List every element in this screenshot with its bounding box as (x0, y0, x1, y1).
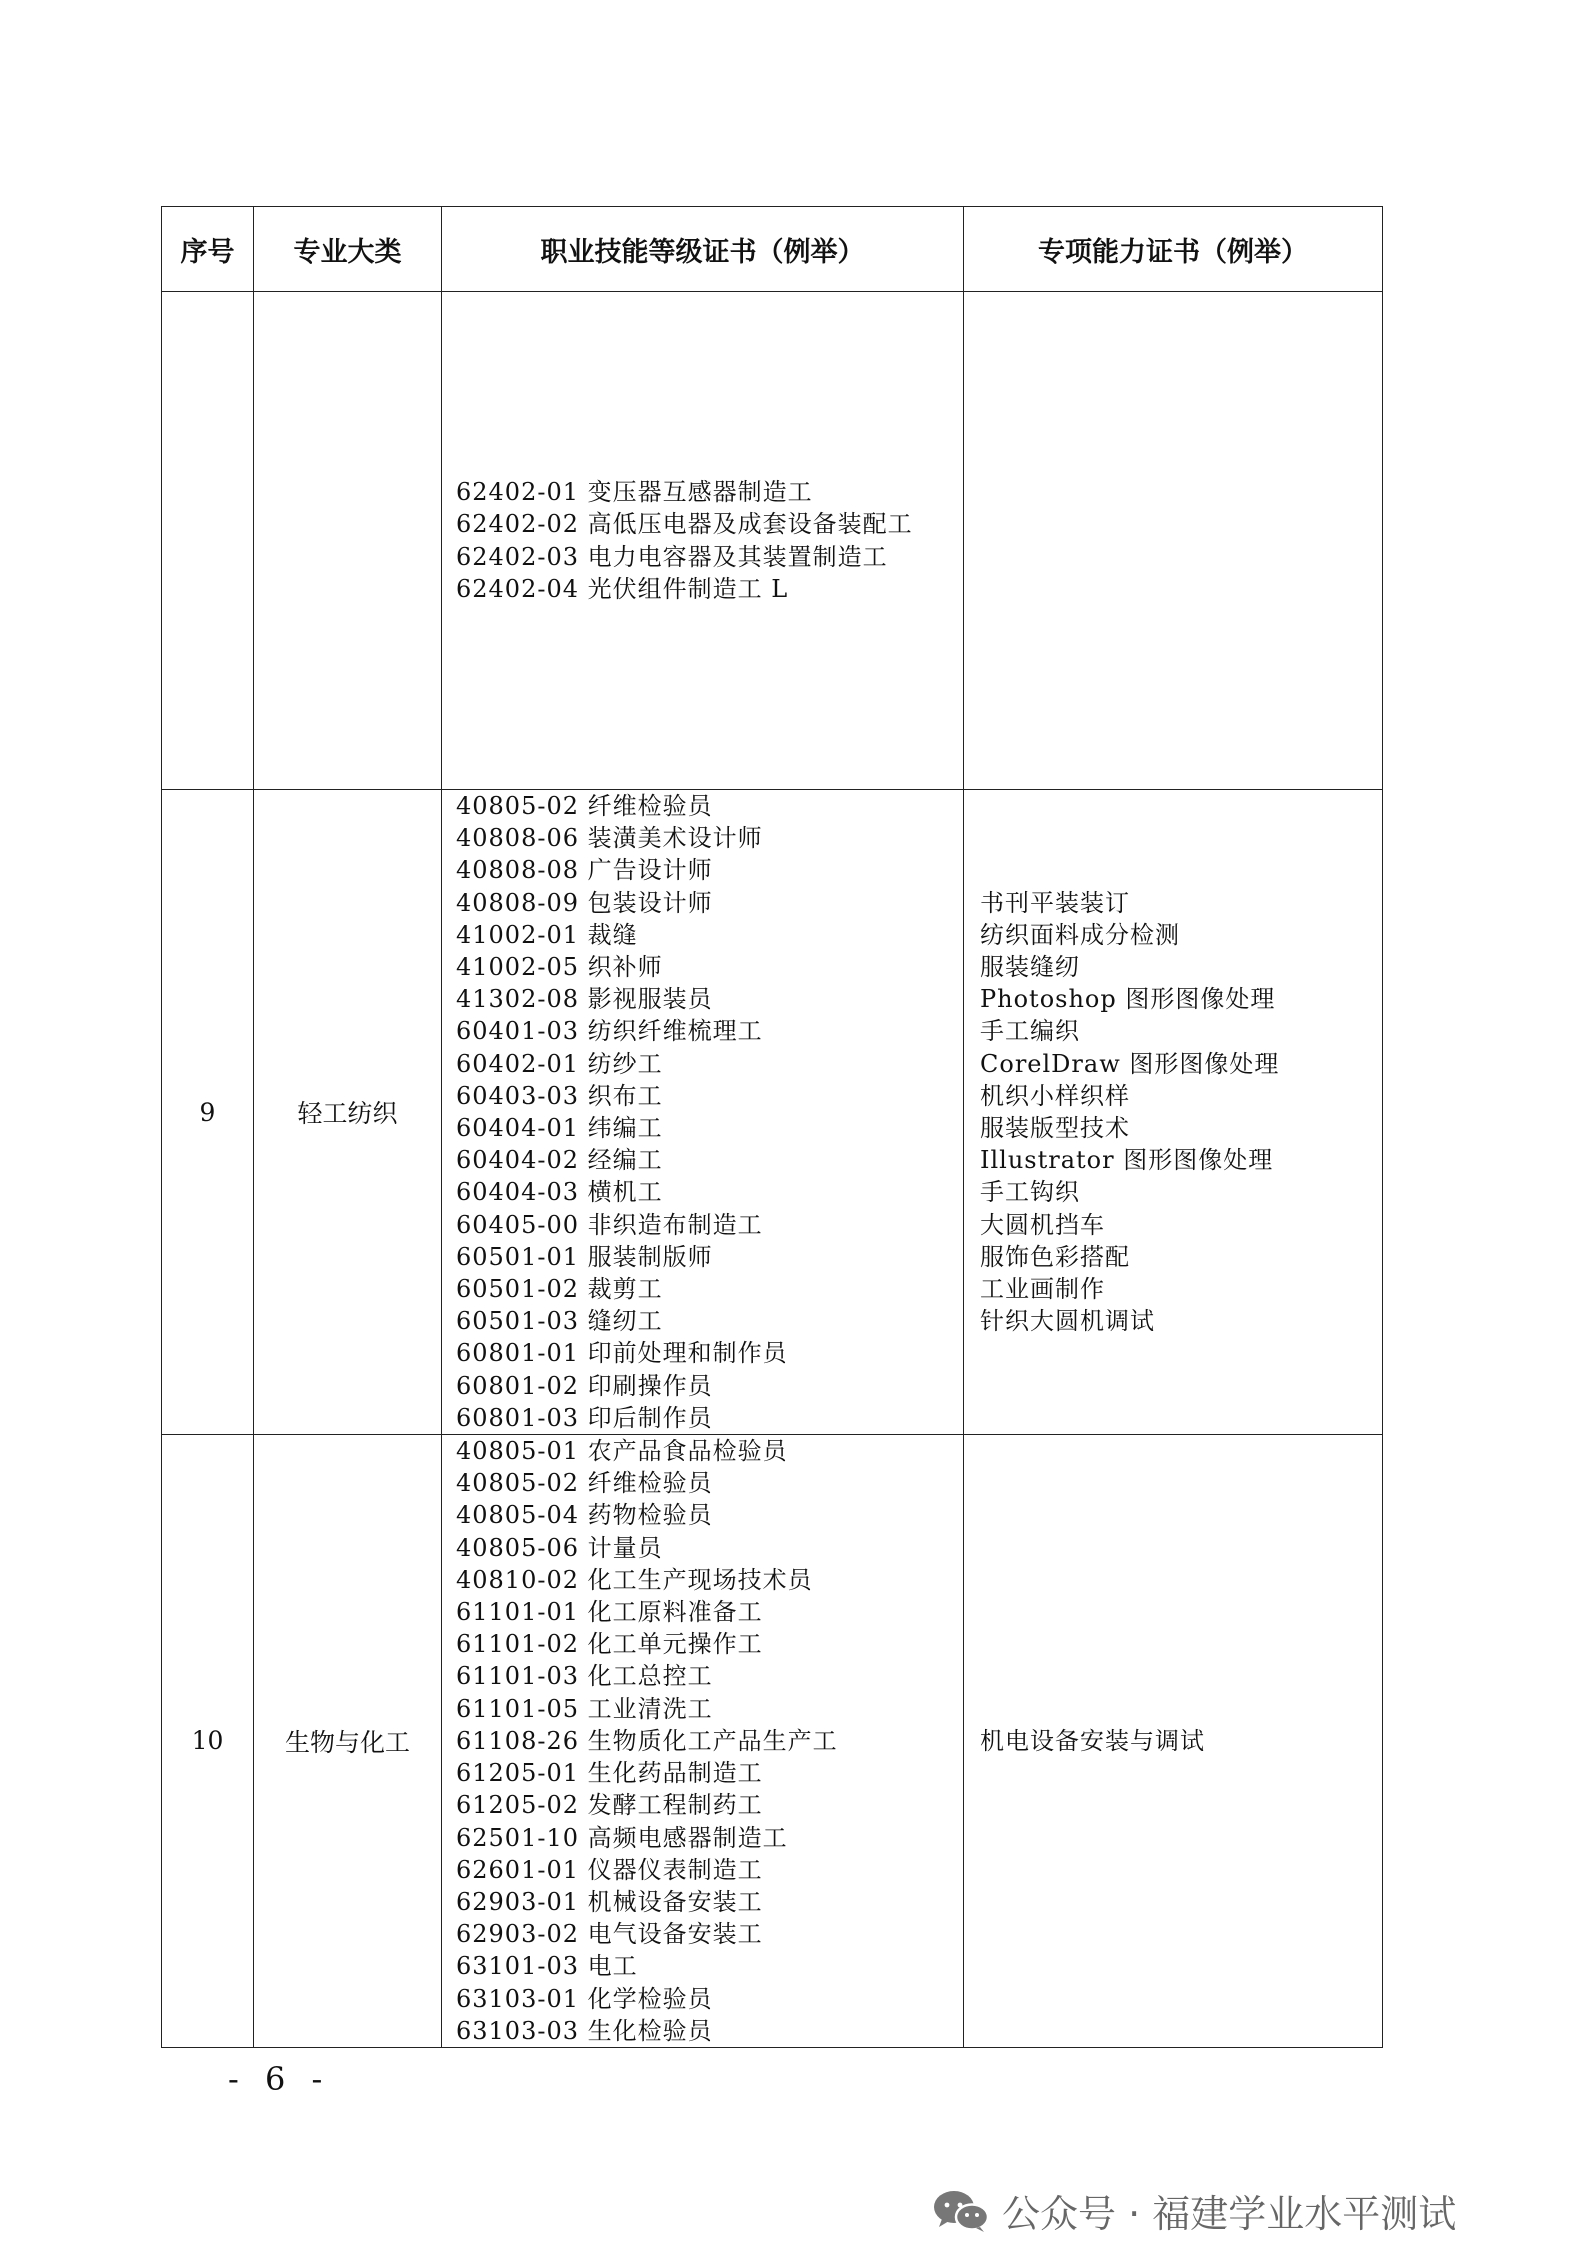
table-row (162, 790, 1383, 1435)
page-number: - 6 - (228, 2060, 331, 2098)
level-certs-cell (442, 1435, 964, 2048)
certificate-item: 41002-01 裁缝 (456, 920, 638, 949)
header-special-certs: 专项能力证书（例举） (964, 207, 1383, 292)
certificate-item: 60501-01 服装制版师 (456, 1242, 713, 1271)
certificate-item: 工业画制作 (980, 1275, 1105, 1304)
table-row (162, 1435, 1383, 2048)
header-level-certs: 职业技能等级证书（例举） (442, 207, 964, 292)
certificate-item: 机织小样织样 (980, 1081, 1130, 1110)
certificate-item: 60801-02 印刷操作员 (456, 1371, 713, 1400)
certificate-item: 60404-01 纬编工 (456, 1114, 663, 1143)
certificate-item: 41302-08 影视服装员 (456, 985, 713, 1014)
certificate-item: 60403-03 织布工 (456, 1081, 663, 1110)
certificate-item: 手工编织 (980, 1017, 1080, 1046)
certificate-item: 60402-01 纺纱工 (456, 1049, 663, 1078)
certificate-item: 60404-03 横机工 (456, 1178, 663, 1207)
certificate-item: 纺织面料成分检测 (980, 920, 1180, 949)
certificate-item: 大圆机挡车 (980, 1210, 1105, 1239)
certificate-item: 40808-09 包装设计师 (456, 888, 713, 917)
certificate-item: 62402-03 电力电容器及其装置制造工 (456, 542, 888, 571)
certificate-item: 40808-08 广告设计师 (456, 856, 713, 885)
certificate-item: 61108-26 生物质化工产品生产工 (456, 1726, 838, 1755)
special-certs-cell (964, 292, 1383, 790)
certificate-item: 61101-02 化工单元操作工 (456, 1630, 763, 1659)
seq-cell: 10 (162, 1435, 254, 2048)
certificate-item: 62402-04 光伏组件制造工 L (456, 574, 789, 603)
special-certs-cell (964, 1435, 1383, 2048)
certificate-item: 60801-01 印前处理和制作员 (456, 1339, 788, 1368)
certificate-item: 62903-02 电气设备安装工 (456, 1920, 763, 1949)
seq-cell: 9 (162, 790, 254, 1435)
certificate-item: 服装缝纫 (980, 953, 1080, 982)
major-cell: 生物与化工 (254, 1435, 442, 2048)
certificate-item: 62402-01 变压器互感器制造工 (456, 478, 813, 507)
certificate-item: 40805-04 药物检验员 (456, 1501, 713, 1530)
certificate-item: 60501-03 缝纫工 (456, 1307, 663, 1336)
certificate-item: 60801-03 印后制作员 (456, 1403, 713, 1432)
certificate-item: 62501-10 高频电感器制造工 (456, 1823, 788, 1852)
certificate-item: CorelDraw 图形图像处理 (980, 1049, 1280, 1078)
major-cell (254, 292, 442, 790)
certificate-item: 63103-03 生化检验员 (456, 2016, 713, 2045)
certificate-item: 60501-02 裁剪工 (456, 1275, 663, 1304)
certificate-table (161, 206, 1383, 2048)
certificate-item: 61101-05 工业清洗工 (456, 1694, 713, 1723)
certificate-item: 针织大圆机调试 (980, 1307, 1155, 1336)
table-header-row (162, 207, 1383, 292)
certificate-item: 40805-02 纤维检验员 (456, 792, 713, 820)
special-certs-cell (964, 790, 1383, 1435)
certificate-item: 60405-00 非织造布制造工 (456, 1210, 763, 1239)
certificate-item: 62601-01 仪器仪表制造工 (456, 1855, 763, 1884)
certificate-item: 服饰色彩搭配 (980, 1242, 1130, 1271)
wechat-icon (930, 2187, 992, 2233)
certificate-item: 61101-03 化工总控工 (456, 1662, 713, 1691)
certificate-item: 40805-06 计量员 (456, 1533, 663, 1562)
watermark-text: 公众号 · 福建学业水平测试 (1002, 2191, 1457, 2236)
certificate-item: 40810-02 化工生产现场技术员 (456, 1565, 813, 1594)
certificate-item: 61101-01 化工原料准备工 (456, 1598, 763, 1627)
certificate-item: 41002-05 织补师 (456, 953, 663, 982)
certificate-item: 61205-02 发酵工程制药工 (456, 1791, 763, 1820)
major-cell: 轻工纺织 (254, 790, 442, 1435)
certificate-item: 40805-01 农产品食品检验员 (456, 1437, 788, 1466)
level-certs-cell (442, 292, 964, 790)
watermark (930, 2186, 1456, 2234)
certificate-item: 60401-03 纺织纤维梳理工 (456, 1017, 763, 1046)
header-seq: 序号 (162, 207, 254, 292)
certificate-item: 63103-01 化学检验员 (456, 1984, 713, 2013)
certificate-item: 40805-02 纤维检验员 (456, 1469, 713, 1498)
level-certs-cell (442, 790, 964, 1435)
certificate-item: 63101-03 电工 (456, 1952, 638, 1981)
certificate-item: 62402-02 高低压电器及成套设备装配工 (456, 510, 913, 539)
certificate-item: Photoshop 图形图像处理 (980, 985, 1276, 1014)
certificate-item: 40808-06 装潢美术设计师 (456, 824, 763, 853)
certificate-item: 服装版型技术 (980, 1114, 1130, 1143)
certificate-item: 60404-02 经编工 (456, 1146, 663, 1175)
certificate-item: 手工钩织 (980, 1178, 1080, 1207)
certificate-item: Illustrator 图形图像处理 (980, 1146, 1274, 1175)
seq-cell (162, 292, 254, 790)
certificate-item: 机电设备安装与调试 (980, 1726, 1205, 1755)
header-major: 专业大类 (254, 207, 442, 292)
table-row (162, 292, 1383, 790)
certificate-item: 62903-01 机械设备安装工 (456, 1887, 763, 1916)
certificate-item: 61205-01 生化药品制造工 (456, 1759, 763, 1788)
certificate-item: 书刊平装装订 (980, 888, 1130, 917)
